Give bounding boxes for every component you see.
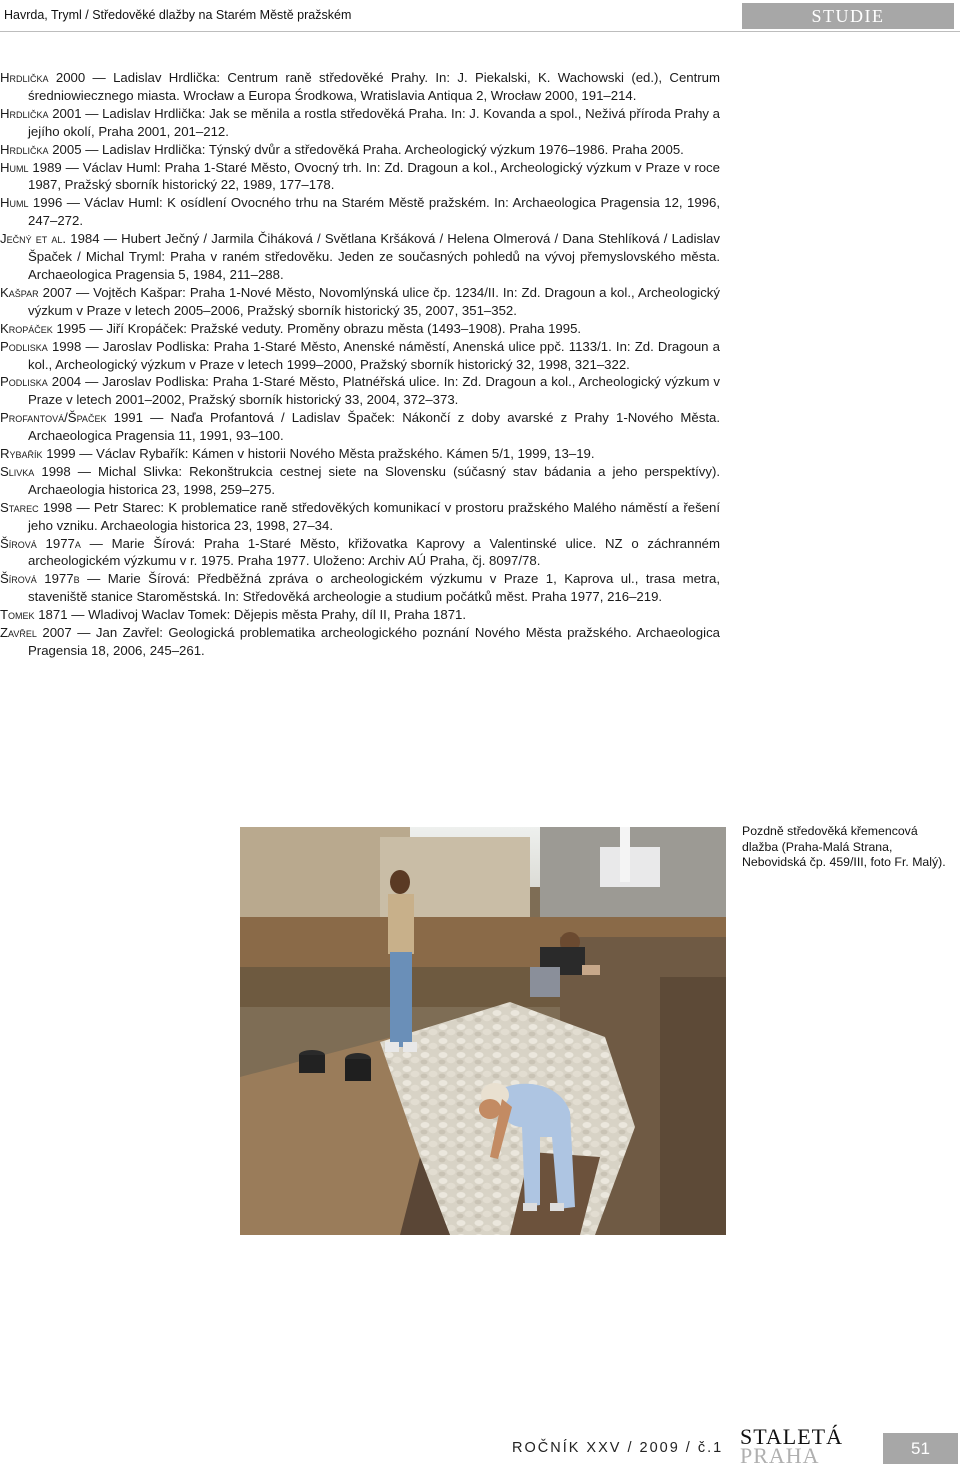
reference-key: Ječný et al. 1984	[0, 231, 100, 247]
reference-key: Profantová/Špaček 1991	[0, 410, 143, 426]
excavation-photo	[240, 827, 726, 1235]
reference-key: Podliska 2004	[0, 374, 82, 390]
reference-entry	[0, 409, 720, 445]
reference-text: — Václav Rybařík: Kámen v historii Nového Města pražského. Kámen 5/1, 1999, 13–19.	[75, 446, 595, 462]
reference-entry	[0, 373, 720, 409]
page-header	[0, 0, 960, 34]
reference-text: — Ladislav Hrdlička: Týnský dvůr a středověká Praha. Archeologický výzkum 1976–1986. Praha 2005.	[81, 141, 684, 157]
reference-entry	[0, 570, 720, 606]
reference-text: — Michal Slivka: Rekonštrukcia cestnej siete na Slovensku (súčasný stav bádania a jeho perspektívy). Archaeologia historica 23, 1998, 259–275.	[28, 463, 720, 497]
reference-text: — Naďa Profantová / Ladislav Špaček: Nákončí z doby avarské z Prahy 1-Nového Města. Archaeologica Pragensia 11, 1991, 93–100.	[28, 410, 720, 444]
excavation-photo-image	[240, 827, 726, 1235]
reference-key: Huml 1989	[0, 159, 62, 175]
reference-entry	[0, 320, 720, 338]
reference-entry	[0, 535, 720, 571]
reference-text: — Vojtěch Kašpar: Praha 1-Nové Město, Novomlýnská ulice čp. 1234/II. In: Zd. Dragoun a kol., Archeologický výzkum v Praze v letech 2005–2006, Pražský sborník historický 35, 2007, 351–352.	[28, 284, 720, 318]
journal-brand-line1: STALETÁ	[740, 1424, 844, 1449]
reference-key: Starec 1998	[0, 499, 73, 515]
journal-brand-line2: PRAHA	[740, 1443, 820, 1468]
reference-text: — Marie Šírová: Praha 1-Staré Město, křižovatka Kaprovy a Valentinské ulice. NZ o záchranném archeologickém výzkumu v r. 1975. Praha 1977. Uloženo: Archiv AÚ Praha, čj. 8097/78.	[28, 535, 720, 569]
reference-text: — Václav Huml: Praha 1-Staré Město, Ovocný trh. In: Zd. Dragoun a kol., Archeologický výzkum v Praze v roce 1987, Pražský sborník historický 22, 1989, 177–178.	[28, 159, 720, 193]
reference-text: — Petr Starec: K problematice raně středověkých komunikací v prostoru pražského Malého náměstí a řešení jeho vzniku. Archaeologia historica 23, 1998, 27–34.	[28, 499, 721, 533]
reference-key: Kašpar 2007	[0, 284, 72, 300]
figure-caption: Pozdně středověká křemencová dlažba (Praha-Malá Strana, Nebovidská čp. 459/III, foto Fr. Malý).	[742, 824, 946, 869]
reference-key: Hrdlička 2000	[0, 70, 86, 85]
reference-entry	[0, 624, 720, 660]
reference-key: Zavřel 2007	[0, 625, 72, 641]
bibliography-list	[0, 69, 720, 660]
reference-key: Rybařík 1999	[0, 446, 76, 462]
reference-entry	[0, 499, 720, 535]
reference-key: Šírová 1977a	[0, 535, 81, 551]
reference-text: — Jaroslav Podliska: Praha 1-Staré Město, Platnéřská ulice. In: Zd. Dragoun a kol., Archeologický výzkum v Praze v letech 2001–2002, Pražský sborník historický 33, 2004, 372–373.	[28, 374, 720, 408]
reference-text: — Ladislav Hrdlička: Jak se měnila a rostla středověká Praha. In: J. Kovanda a spol., Neživá příroda Prahy a jejího okolí, Praha 2001, 201–212.	[28, 105, 720, 139]
reference-entry	[0, 463, 720, 499]
reference-key: Hrdlička 2001	[0, 105, 82, 121]
reference-text: — Václav Huml: K osídlení Ovocného trhu na Starém Městě pražském. In: Archaeologica Pragensia 12, 1996, 247–272.	[28, 195, 720, 229]
reference-text: — Jiří Kropáček: Pražské veduty. Proměny obrazu města (1493–1908). Praha 1995.	[85, 320, 582, 336]
reference-key: Šírová 1977b	[0, 571, 80, 587]
reference-text: — Hubert Ječný / Jarmila Čiháková / Světlana Kršáková / Helena Olmerová / Dana Stehlíková / Ladislav Špaček / Michal Tryml: Praha v raném středověku. Jeden ze současných pohledů na vývoj přemyslovského města. Archaeologica Pragensia 5, 1984, 211–288.	[28, 231, 720, 282]
reference-entry	[0, 284, 720, 320]
reference-text: — Marie Šírová: Předběžná zpráva o archeologickém výzkumu v Praze 1, Kaprova ul., trasa metra, staveniště stanice Staroměstská. In: Středověká archeologie a studium počátků měst. Praha 1977, 216–219.	[28, 571, 720, 605]
reference-key: Kropáček 1995	[0, 320, 86, 336]
reference-entry	[0, 445, 720, 463]
reference-entry	[0, 338, 720, 374]
reference-key: Hrdlička 2005	[0, 141, 82, 157]
reference-entry	[0, 159, 720, 195]
reference-entry	[0, 105, 720, 141]
reference-text: — Jaroslav Podliska: Praha 1-Staré Město, Anenské náměstí, Anenská ulice ppč. 1133/1. In: Zd. Dragoun a kol., Archeologický výzkum v Praze v letech 1999–2000, Pražský sborník historický 32, 1998, 321–322.	[28, 338, 721, 372]
reference-text: — Ladislav Hrdlička: Centrum raně středověké Prahy. In: J. Piekalski, K. Wachowski (ed.), Centrum średniowiecznego miasta. Wrocław a Europa Środkowa, Wratislavia Antiqua 2, Wrocław 2000, 191–214.	[28, 70, 720, 103]
section-label: STUDIE	[811, 6, 885, 26]
reference-entry	[0, 141, 720, 159]
header-rule	[0, 31, 960, 32]
reference-key: Huml 1996	[0, 195, 63, 211]
reference-entry	[0, 69, 720, 105]
reference-entry	[0, 230, 720, 284]
running-title: Havrda, Tryml / Středověké dlažby na Starém Městě pražském	[4, 8, 352, 22]
reference-entry	[0, 194, 720, 230]
volume-info: ROČNÍK XXV / 2009 / č.1	[512, 1440, 724, 1456]
reference-text: — Wladivoj Waclav Tomek: Dějepis města Prahy, díl II, Praha 1871.	[67, 607, 467, 623]
reference-key: Slivka 1998	[0, 463, 71, 479]
reference-text: — Jan Zavřel: Geologická problematika archeologického poznání Nového Města pražského. Archaeologica Pragensia 18, 2006, 245–261.	[28, 625, 720, 658]
reference-key: Podliska 1998	[0, 338, 82, 354]
reference-key: Tomek 1871	[0, 607, 68, 623]
reference-entry	[0, 606, 720, 624]
page-number: 51	[883, 1433, 958, 1464]
